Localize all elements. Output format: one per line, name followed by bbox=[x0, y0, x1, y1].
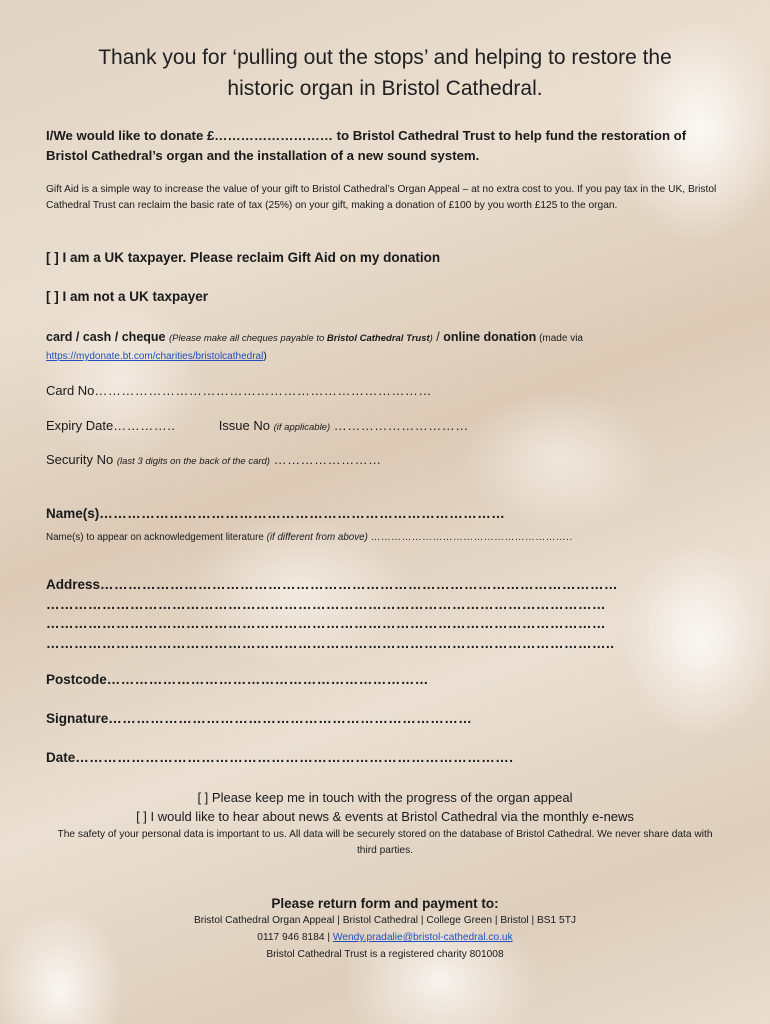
return-email-link[interactable]: Wendy.pradalie@bristol-cathedral.co.uk bbox=[332, 932, 513, 943]
address-label: Address bbox=[46, 577, 101, 592]
card-number-field[interactable] bbox=[46, 383, 730, 398]
date-dots[interactable]: …………………………………………………………………………………. bbox=[75, 750, 514, 765]
ack-label: Name(s) to appear on acknowledgement literature bbox=[46, 532, 264, 543]
security-label: Security No bbox=[46, 452, 114, 467]
address-line-3[interactable]: ………………………………………………………………………………………………………… bbox=[46, 616, 606, 631]
payment-methods[interactable]: card / cash / cheque bbox=[46, 330, 166, 344]
ack-note: (if different from above) bbox=[266, 532, 368, 543]
page-title bbox=[30, 42, 740, 104]
online-note-pre: (made via bbox=[536, 333, 583, 344]
online-note-post: ) bbox=[263, 351, 267, 362]
cheque-note bbox=[169, 333, 433, 344]
expiry-dots[interactable]: ………….. bbox=[113, 418, 176, 433]
date-field bbox=[46, 750, 730, 765]
cheque-note-post: ) bbox=[429, 333, 433, 344]
signature-field bbox=[46, 711, 730, 726]
online-donation-label: online donation bbox=[443, 330, 537, 344]
card-number-dots[interactable]: ………………………………………………………………… bbox=[94, 383, 432, 398]
charity-number: Bristol Cathedral Trust is a registered charity 801008 bbox=[266, 949, 504, 960]
address-line-4[interactable]: ………………………………………………………………………………………………………….. bbox=[46, 635, 615, 651]
payment-separator: / bbox=[432, 330, 444, 344]
name-field[interactable] bbox=[46, 506, 730, 521]
return-address: Bristol Cathedral Organ Appeal | Bristol Cathedral | College Green | Bristol | BS1 5TJ bbox=[193, 915, 577, 926]
issue-dots[interactable]: ………………………… bbox=[333, 418, 469, 433]
security-dots[interactable]: …………………… bbox=[273, 452, 382, 467]
uk-taxpayer-checkbox[interactable]: [ ] I am a UK taxpayer. Please reclaim Gift Aid on my donation bbox=[46, 250, 441, 265]
postcode-label: Postcode bbox=[46, 672, 107, 687]
expiry-label: Expiry Date bbox=[46, 418, 114, 433]
card-number-label: Card No bbox=[46, 383, 95, 398]
return-contact bbox=[20, 912, 750, 963]
date-label: Date bbox=[46, 750, 76, 765]
issue-note: (if applicable) bbox=[273, 422, 331, 433]
postcode-field bbox=[46, 672, 730, 687]
address-line-1[interactable]: ………………………………………………………………………………………………… bbox=[100, 577, 619, 592]
donation-amount-statement[interactable]: I/We would like to donate £……………………… to Bristol Cathedral Trust to help fund the restoration of Bristol Cathedral’s organ and the installation of a new sound system. bbox=[46, 128, 687, 163]
return-phone: 0117 946 8184 | bbox=[257, 932, 333, 943]
consent-options bbox=[20, 788, 750, 826]
title-line-1: Thank you for ‘pulling out the stops’ and helping to restore the bbox=[98, 46, 672, 69]
data-safety-notice: The safety of your personal data is important to us. All data will be securely stored on the database of Bristol Cathedral. We never share data with third parties. bbox=[57, 829, 713, 856]
security-note: (last 3 digits on the back of the card) bbox=[116, 456, 270, 467]
gift-aid-explanation: Gift Aid is a simple way to increase the value of your gift to Bristol Cathedral’s Organ Appeal – at no extra cost to you. If you pay tax in the UK, Bristol Cathedral Trust can reclaim the basic rate of tax (25%) on your gift, making a donation of £100 by you worth £125 to the organ. bbox=[46, 184, 717, 211]
address-line-2[interactable]: ………………………………………………………………………………………………………… bbox=[46, 596, 606, 612]
title-line-2: historic organ in Bristol Cathedral. bbox=[227, 77, 543, 100]
address-field bbox=[46, 575, 730, 653]
ack-dots[interactable]: ………………………………………………….. bbox=[370, 532, 573, 543]
signature-label: Signature bbox=[46, 711, 109, 726]
keep-in-touch-checkbox[interactable]: [ ] Please keep me in touch with the progress of the organ appeal bbox=[197, 790, 573, 805]
postcode-dots[interactable]: …………………………………………………………… bbox=[106, 672, 429, 687]
acknowledgement-name-field bbox=[46, 532, 730, 543]
cheque-payee: Bristol Cathedral Trust bbox=[326, 333, 430, 344]
enews-checkbox[interactable]: [ ] I would like to hear about news & events at Bristol Cathedral via the monthly e-news bbox=[136, 809, 634, 824]
name-label: Name(s) bbox=[46, 506, 100, 521]
payment-method-line bbox=[46, 329, 730, 365]
signature-dots[interactable]: …………………………………………………………………… bbox=[108, 711, 473, 726]
issue-label: Issue No bbox=[218, 418, 270, 433]
online-donation-link[interactable]: https://mydonate.bt.com/charities/bristolcathedral bbox=[46, 351, 264, 362]
name-dots[interactable]: …………………………………………………………………………… bbox=[99, 506, 506, 521]
not-uk-taxpayer-checkbox[interactable]: [ ] I am not a UK taxpayer bbox=[46, 289, 209, 304]
cheque-note-pre: (Please make all cheques payable to bbox=[168, 333, 327, 344]
security-number-field bbox=[46, 452, 730, 467]
return-heading: Please return form and payment to: bbox=[271, 896, 499, 911]
expiry-issue-row bbox=[46, 418, 730, 433]
